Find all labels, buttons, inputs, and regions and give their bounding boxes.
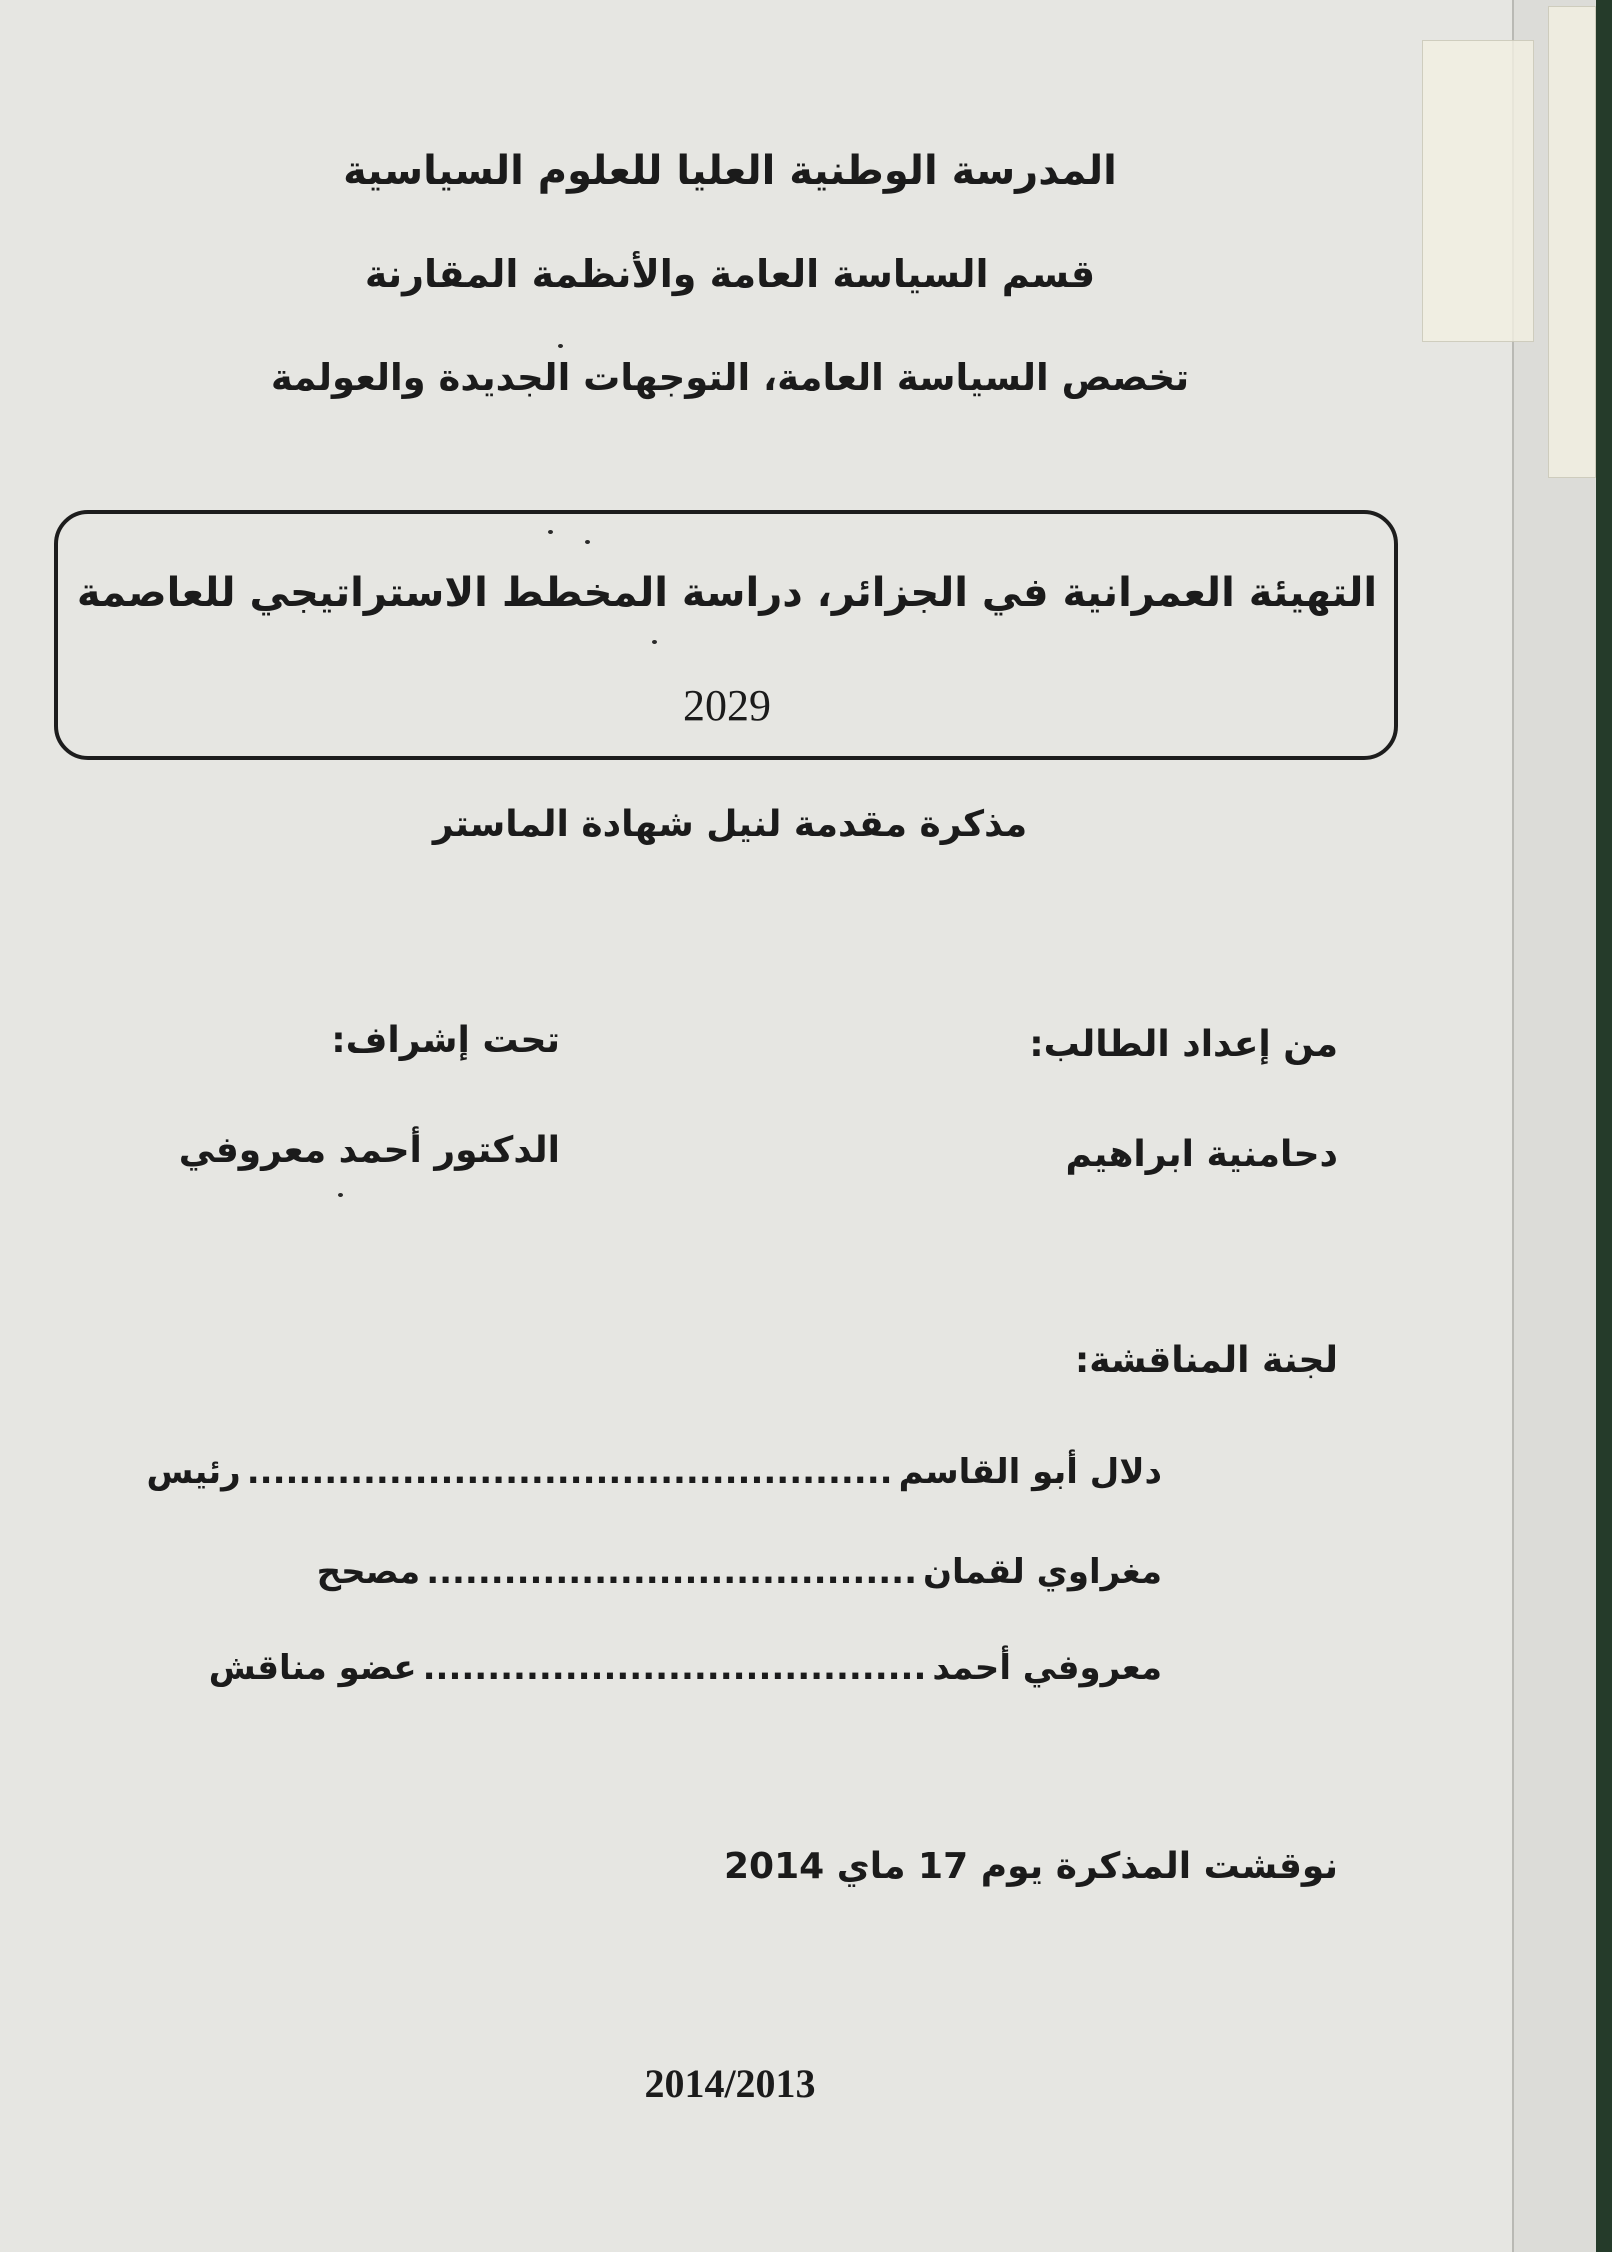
dotted-leader: .................................................. xyxy=(246,1452,893,1492)
department-name: قسم السياسة العامة والأنظمة المقارنة xyxy=(364,252,1096,296)
student-name: دحامنية ابراهيم xyxy=(1065,1134,1338,1175)
defense-date-note: نوقشت المذكرة يوم 17 ماي 2014 xyxy=(723,1846,1338,1887)
scan-speck xyxy=(338,1193,343,1197)
dotted-leader: ....................................... xyxy=(422,1648,927,1688)
member-role: مصحح xyxy=(316,1552,421,1592)
member-name: دلال أبو القاسم xyxy=(898,1452,1162,1492)
scan-speck xyxy=(652,640,657,644)
scan-speck xyxy=(548,530,553,534)
committee-member xyxy=(146,1452,1162,1492)
scan-speck xyxy=(585,540,590,544)
supervision-label: تحت إشراف: xyxy=(331,1020,560,1061)
committee-member xyxy=(317,1552,1162,1592)
thesis-title: التهيئة العمرانية في الجزائر، دراسة المخطط الاستراتيجي للعاصمة xyxy=(76,570,1378,616)
school-name: المدرسة الوطنية العليا للعلوم السياسية xyxy=(343,148,1117,194)
specialty-name: تخصص السياسة العامة، التوجهات الجديدة والعولمة xyxy=(270,356,1190,399)
member-role: رئيس xyxy=(146,1452,241,1492)
committee-member xyxy=(209,1648,1162,1688)
preparation-label: من إعداد الطالب: xyxy=(1029,1024,1338,1065)
committee-label: لجنة المناقشة: xyxy=(1074,1340,1338,1381)
book-spine xyxy=(1596,0,1612,2252)
member-name: معروفي أحمد xyxy=(932,1648,1162,1688)
thesis-title-year: 2029 xyxy=(683,681,771,730)
memo-statement: مذكرة مقدمة لنيل شهادة الماستر xyxy=(432,804,1028,845)
member-name: مغراوي لقمان xyxy=(923,1552,1162,1592)
scan-speck xyxy=(558,344,563,348)
academic-year: 2014/2013 xyxy=(644,2061,816,2106)
member-role: عضو مناقش xyxy=(208,1648,417,1688)
tape-strip xyxy=(1548,6,1596,478)
dotted-leader: ...................................... xyxy=(426,1552,917,1592)
supervisor-name: الدكتور أحمد معروفي xyxy=(178,1130,560,1171)
